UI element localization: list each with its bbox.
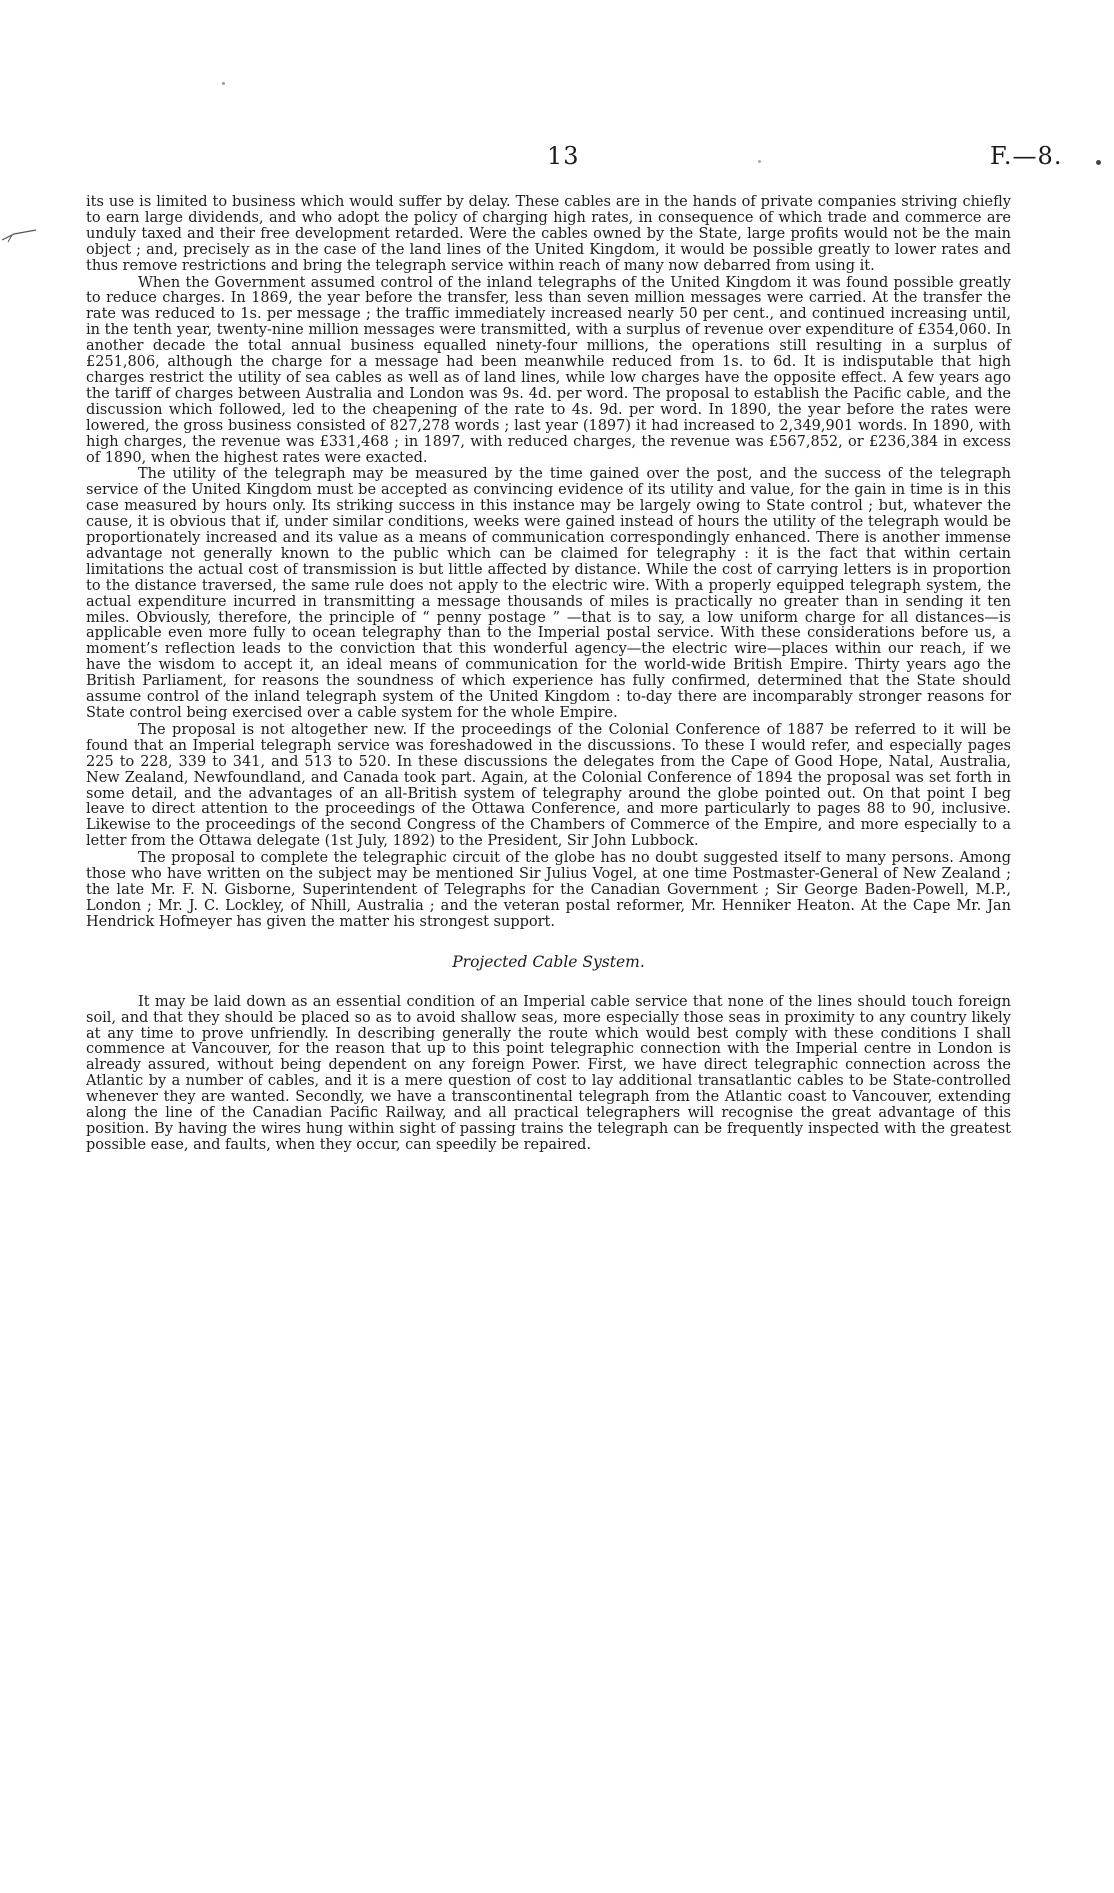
margin-pencil-mark (0, 220, 44, 250)
paragraph: When the Government assumed control of the inland telegraphs of the United Kingdom it was found possible greatly to reduce charges. In 1869, the year before the transfer, less than seven million messages were carried. At the transfer the rate was reduced to 1s. per message ; the traffic immediately increased nearly 50 per cent., and continued increasing until, in the tenth year, twenty-nine million messages were transmitted, with a surplus of revenue over expenditure of £354,060. In another decade the total annual business equalled ninety-four millions, the operations still resulting in a surplus of £251,806, although the charge for a message had been meanwhile reduced from 1s. to 6d. It is indisputable that high charges restrict the utility of sea cables as well as of land lines, while low charges have the opposite effect. A few years ago the tariff of charges between Australia and London was 9s. 4d. per word. The proposal to establish the Pacific cable, and the discussion which followed, led to the cheapening of the rate to 4s. 9d. per word. In 1890, the year before the rates were lowered, the gross business consisted of 827,278 words ; last year (1897) it had increased to 2,349,901 words. In 1890, with high charges, the revenue was £331,468 ; in 1897, with reduced charges, the revenue was £567,852, or £236,384 in excess of 1890, when the highest rates were exacted. (86, 274, 1011, 466)
paragraph: The proposal is not altogether new. If the proceedings of the Colonial Conference of 1887 be referred to it will be found that an Imperial telegraph service was foreshadowed in the discussions. To these I would refer, and especially pages 225 to 228, 339 to 341, and 513 to 520. In these discussions the delegates from the Cape of Good Hope, Natal, Australia, New Zealand, Newfoundland, and Canada took part. Again, at the Colonial Conference of 1894 the proposal was set forth in some detail, and the advantages of an all-British system of telegraphy around the globe pointed out. On that point I beg leave to direct attention to the proceedings of the Ottawa Conference, and more particularly to pages 88 to 90, inclusive. Likewise to the proceedings of the second Congress of the Chambers of Commerce of the Empire, and more especially to a letter from the Ottawa delegate (1st July, 1892) to the President, Sir John Lubbock. (86, 721, 1011, 850)
page-number: 13 (547, 142, 580, 170)
paragraph: It may be laid down as an essential condition of an Imperial cable service that none of the lines should touch foreign soil, and that they should be placed so as to avoid shallow seas, more especially those seas in proximity to any country likely at any time to prove unfriendly. In describing generally the route which would best comply with these conditions I shall commence at Vancouver, for the reason that up to this point telegraphic connection with the Imperial centre in London is already assured, without being dependent on any foreign Power. First, we have direct telegraphic connection across the Atlantic by a number of cables, and it is a mere question of cost to lay additional transatlantic cables to be State-controlled whenever they are wanted. Secondly, we have a transcontinental telegraph from the Atlantic coast to Vancouver, extending along the line of the Canadian Pacific Railway, and all practical telegraphers will recognise the great advantage of this position. By having the wires hung within sight of passing trains the telegraph can be frequently inspected with the greatest possible ease, and faults, when they occur, can speedily be repaired. (86, 993, 1011, 1153)
scan-speck (222, 82, 225, 85)
scan-speck (1096, 160, 1101, 165)
paragraph: The proposal to complete the telegraphic circuit of the globe has no doubt suggested itself to many persons. Among those who have written on the subject may be mentioned Sir Julius Vogel, at one time Postmaster-General of New Zealand ; the late Mr. F. N. Gisborne, Superintendent of Telegraphs for the Canadian Government ; Sir George Baden-Powell, M.P., London ; Mr. J. C. Lockley, of Nhill, Australia ; and the veteran postal reformer, Mr. Henniker Heaton. At the Cape Mr. Jan Hendrick Hofmeyer has given the matter his strongest support. (86, 850, 1011, 930)
paragraph: The utility of the telegraph may be measured by the time gained over the post, and the success of the telegraph service of the United Kingdom must be accepted as convincing evidence of its utility and value, for the gain in time is in this case measured by hours only. Its striking success in this instance may be largely owing to State control ; but, whatever the cause, it is obvious that if, under similar conditions, weeks were gained instead of hours the utility of the telegraph would be proportionately increased and its value as a means of communication correspondingly enhanced. There is another immense advantage not generally known to the public which can be claimed for telegraphy : it is the fact that within certain limitations the actual cost of transmission is but little affected by distance. While the cost of carrying letters is in proportion to the distance traversed, the same rule does not apply to the electric wire. With a properly equipped telegraph system, the actual expenditure incurred in transmitting a message thousands of miles is practically no greater than in sending it ten miles. Obviously, therefore, the principle of “ penny postage ” —that is to say, a low uniform charge for all distances—is applicable even more fully to ocean telegraphy than to the Imperial postal service. With these considerations before us, a moment’s reflection leads to the conviction that this wonderful agency—the electric wire—places within our reach, if we have the wisdom to accept it, an ideal means of communication for the world-wide British Empire. Thirty years ago the British Parliament, for reasons the soundness of which experience has fully confirmed, determined that the State should assume control of the inland telegraph system of the United Kingdom : to-day there are incomparably stronger reasons for State control being exercised over a cable system for the whole Empire. (86, 466, 1011, 721)
section-heading: Projected Cable System. (452, 952, 645, 971)
document-reference: F.—8. (990, 142, 1063, 170)
body-text (86, 195, 1011, 1155)
scan-speck (758, 160, 761, 163)
paragraph: its use is limited to business which would suffer by delay. These cables are in the hands of private companies striving chiefly to earn large dividends, and who adopt the policy of charging high rates, in consequence of which trade and commerce are unduly taxed and their free development retarded. Were the cables owned by the State, large profits would not be the main object ; and, precisely as in the case of the land lines of the United Kingdom, it would be possible greatly to lower rates and thus remove restrictions and bring the telegraph service within reach of many now debarred from using it. (86, 194, 1011, 274)
